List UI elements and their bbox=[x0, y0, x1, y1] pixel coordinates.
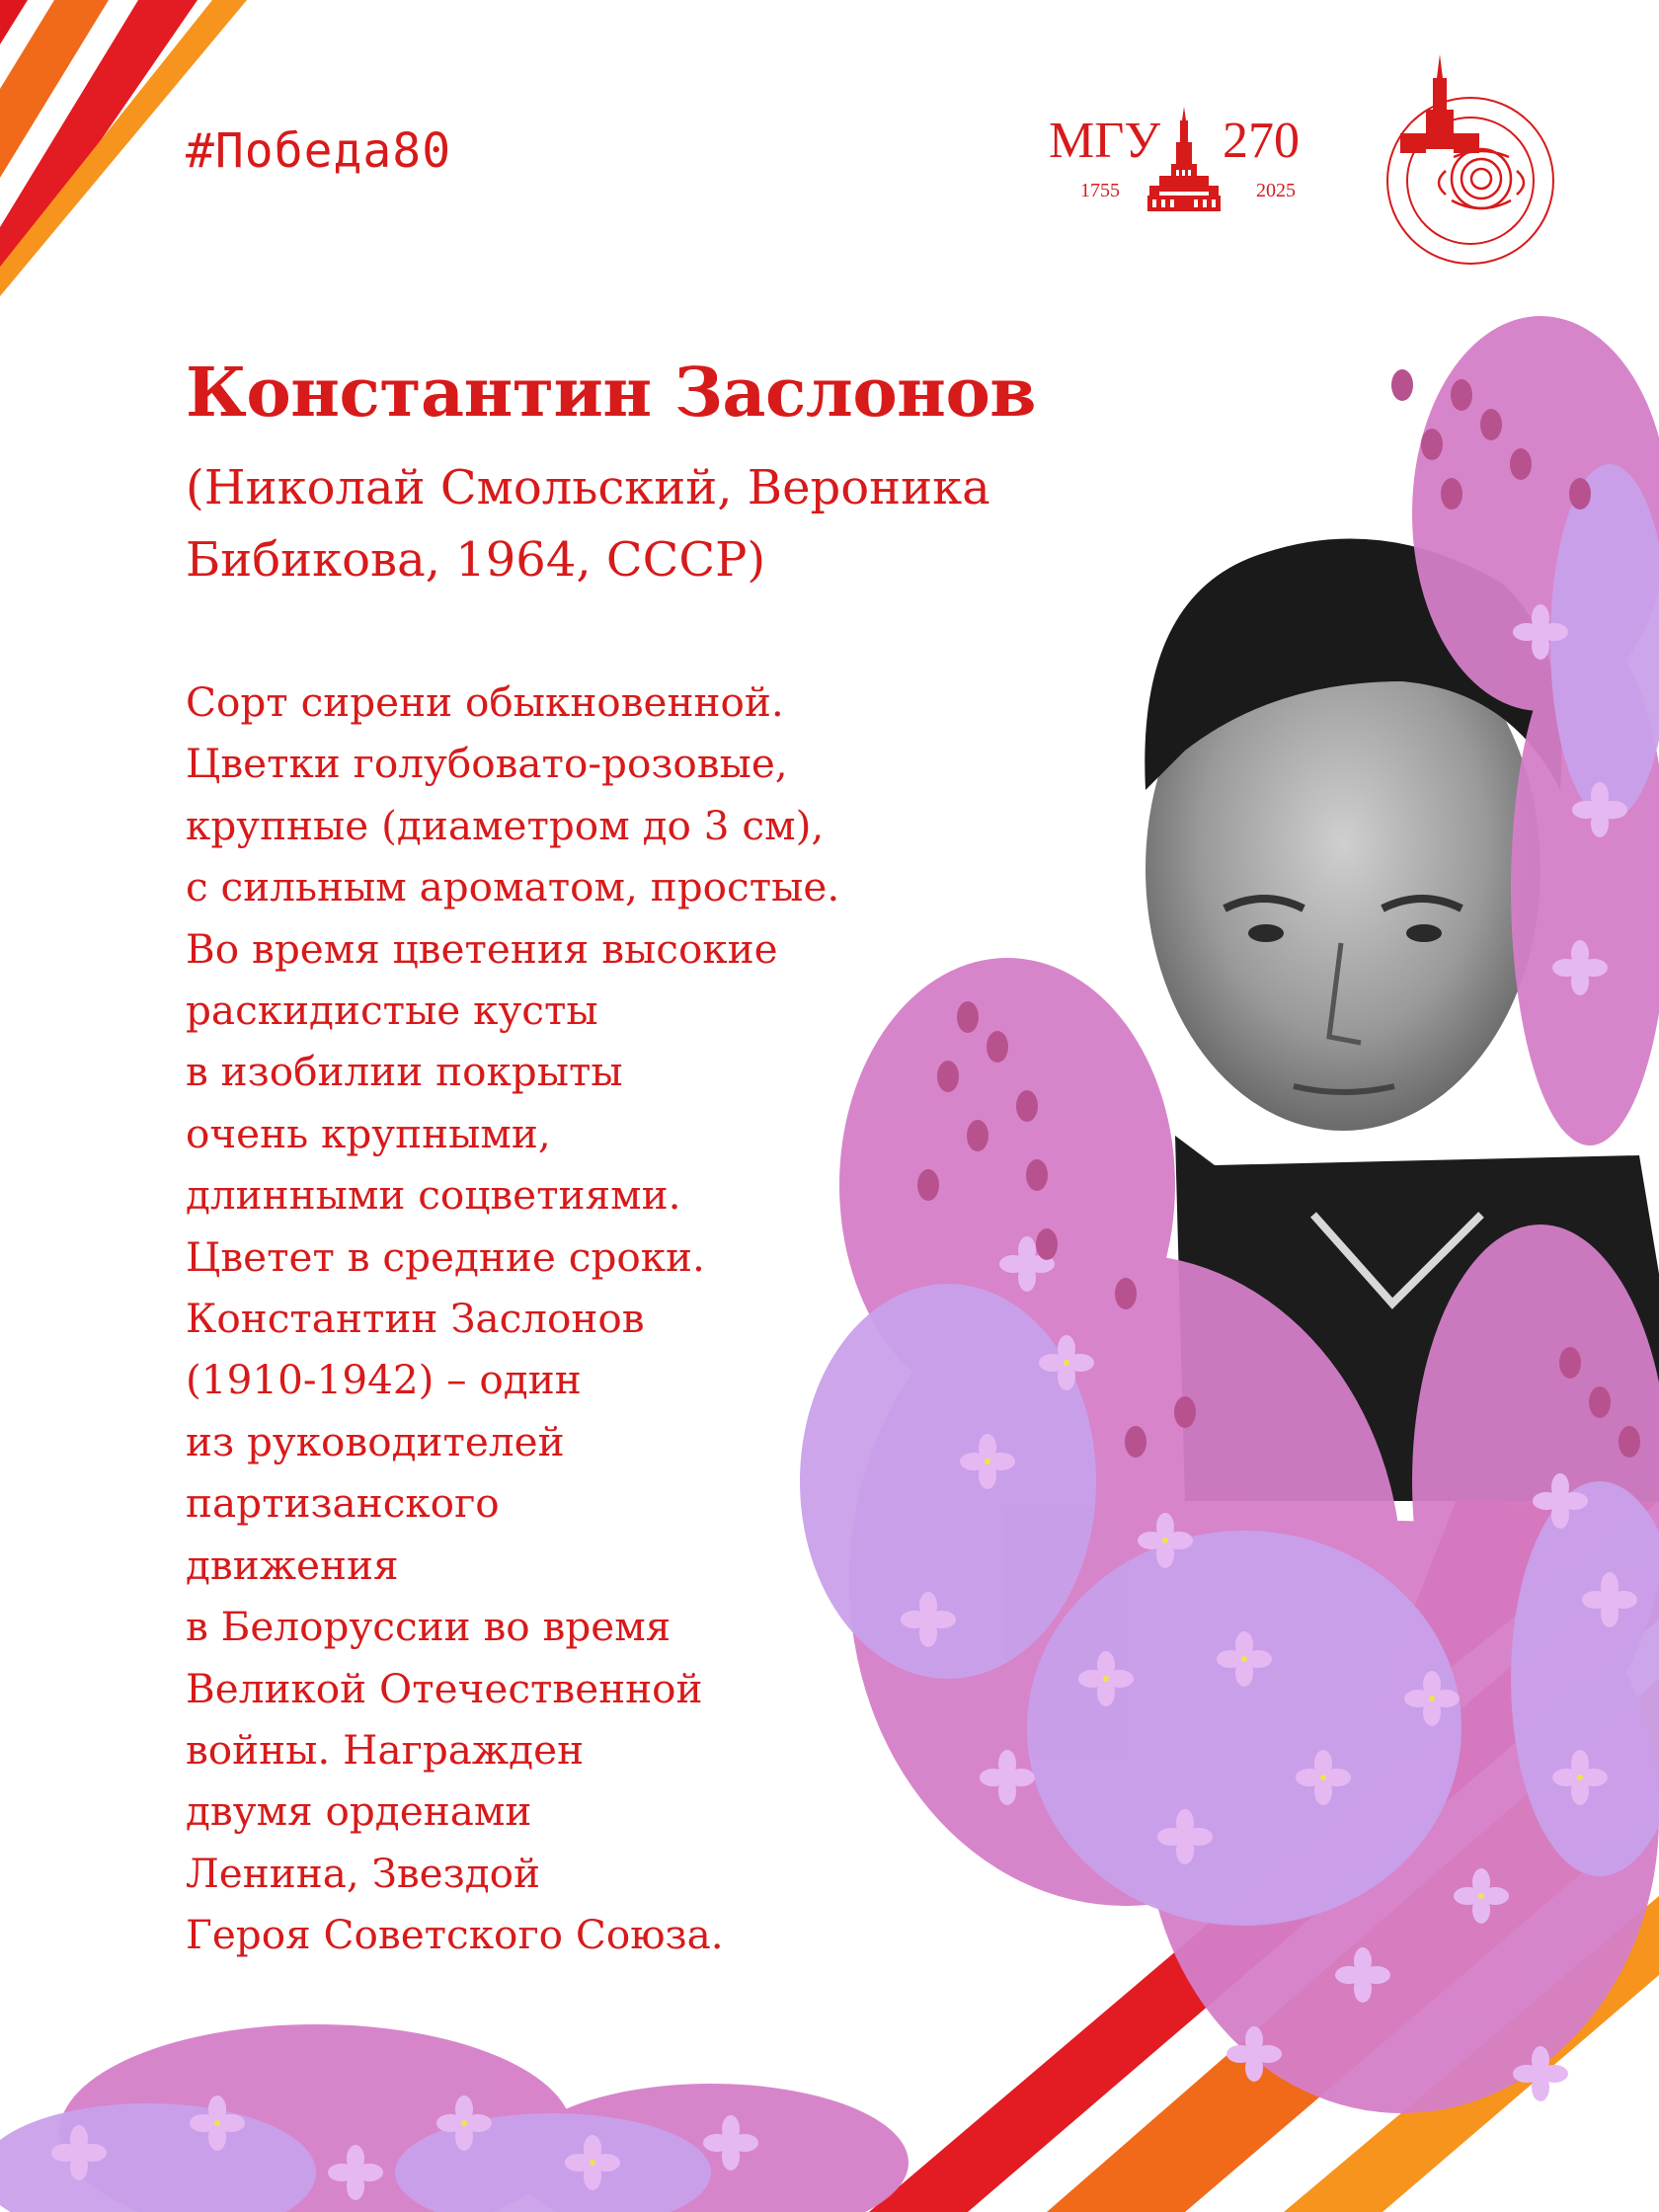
description-text: Сорт сирени обыкновенной. Цветки голубовато-розовые, крупные (диаметром до 3 см), с сильным ароматом, простые. Во время цветения высокие раскидистые кусты в изобилии покрыты очень крупными, длинными соцветиями. Цветет в средние сроки. Константин Заслонов (1910-1942) – один из руководителей партизанского движения в Белоруссии во время Великой Отечественной войны. Награжден двумя орденами Ленина, Звездой Героя Советского Союза. bbox=[186, 678, 840, 1959]
hashtag: #Победа80 bbox=[186, 123, 452, 179]
msu-name: МГУ bbox=[1049, 113, 1161, 169]
msu-anniversary-number: 270 bbox=[1223, 113, 1300, 169]
subtitle-breeders: (Николай Смольский, Вероника Бибикова, 1964, СССР) bbox=[186, 460, 990, 588]
msu-year-end: 2025 bbox=[1256, 180, 1296, 201]
msu-year-start: 1755 bbox=[1080, 180, 1120, 201]
page-title: Константин Заслонов bbox=[186, 354, 1037, 433]
